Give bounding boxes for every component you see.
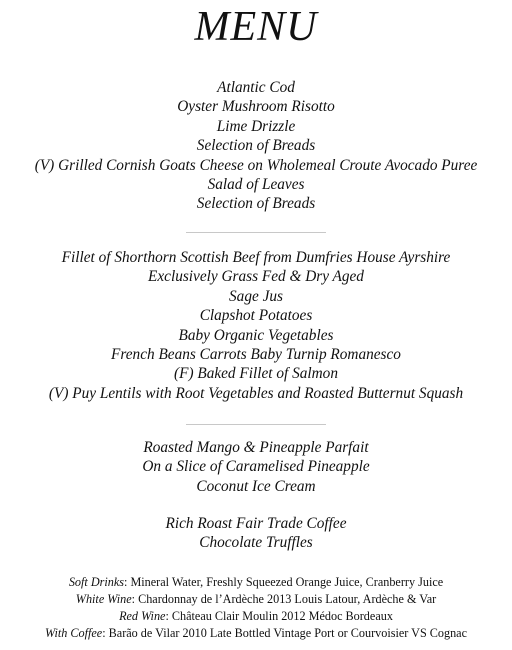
course-coffee [0,514,512,553]
drinks-line [0,625,512,642]
menu-item: Roasted Mango & Pineapple Parfait [143,439,369,456]
menu-item: Atlantic Cod [217,79,295,96]
drinks-text: : Mineral Water, Freshly Squeezed Orange Juice, Cranberry Juice [124,575,444,589]
menu-item: Clapshot Potatoes [199,307,313,325]
menu-item: (F) Baked Fillet of Salmon [174,365,338,383]
course-main [0,248,512,403]
course-divider [186,232,326,233]
menu-item: Oyster Mushroom Risotto [177,98,335,116]
menu-item: (V) Grilled Cornish Goats Cheese on Wholemeal Croute Avocado Puree [34,156,478,174]
course-starter [0,78,512,214]
course-divider [186,424,326,425]
menu-item: Salad of Leaves [207,176,305,194]
menu-item: Baby Organic Vegetables [178,326,334,344]
drinks-label: Soft Drinks [68,575,125,589]
menu-item: Rich Roast Fair Trade Coffee [165,515,347,532]
drinks-list [0,574,512,642]
drinks-label: White Wine [75,592,132,606]
drinks-line [0,608,512,625]
drinks-line [0,591,512,608]
drinks-text: : Chardonnay de l’Ardèche 2013 Louis Latour, Ardèche & Var [131,592,437,606]
drinks-text: : Château Clair Moulin 2012 Médoc Bordeaux [165,609,393,623]
menu-item: Fillet of Shorthorn Scottish Beef from Dumfries House Ayrshire [61,249,451,266]
drinks-label: Red Wine [119,609,166,623]
drinks-label: With Coffee [45,626,103,640]
menu-item: French Beans Carrots Baby Turnip Romanesco [111,346,401,364]
menu-item: On a Slice of Caramelised Pineapple [142,458,370,476]
menu-item: Sage Jus [229,287,283,305]
menu-item: Selection of Breads [196,195,316,213]
course-dessert [0,438,512,496]
menu-item: Lime Drizzle [216,117,296,135]
menu-item: Chocolate Truffles [199,534,313,552]
menu-title: MENU [194,4,318,50]
menu-item: Selection of Breads [196,137,316,155]
menu-item: (V) Puy Lentils with Root Vegetables and Roasted Butternut Squash [48,384,464,402]
drinks-text: : Barão de Vilar 2010 Late Bottled Vintage Port or Courvoisier VS Cognac [102,626,467,640]
menu-item: Coconut Ice Cream [196,477,316,495]
drinks-line [0,574,512,591]
menu-item: Exclusively Grass Fed & Dry Aged [148,268,364,286]
